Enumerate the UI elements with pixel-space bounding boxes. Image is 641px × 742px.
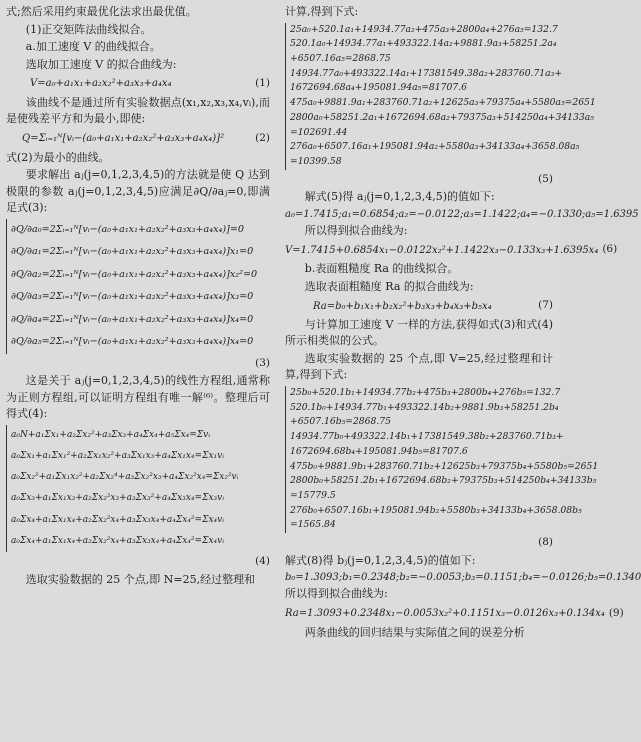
equation-line: a₀Σx₃+a₁Σx₁x₃+a₂Σx₂²x₃+a₃Σx₃²+a₄Σx₃x₄=Σx₃vᵢ (11, 493, 225, 504)
equation-text: Q=Σᵢ₌₁ᴺ[vᵢ−(a₀+a₁x₁+a₂x₂²+a₃x₃+a₄x₄)]² (22, 133, 225, 145)
equation-line: ∂Q/∂a₁=2Σᵢ₌₁ᴺ[vᵢ−(a₀+a₁x₁+a₂x₂²+a₃x₃+a₄x₄)]x₁=0 (11, 246, 254, 258)
equation-line: 1672694.68b₄+195081.94b₅=81707.6 (290, 445, 468, 457)
equation-line: =10399.58 (290, 155, 342, 167)
subsection-heading: a.加工速度 V 的曲线拟合。 (25, 40, 161, 53)
equation-text: V=a₀+a₁x₁+a₂x₂²+a₃x₃+a₄x₄ (30, 78, 172, 90)
equation-line: a₀Σx₁+a₁Σx₁²+a₂Σx₁x₂²+a₃Σx₁x₃+a₄Σx₁x₄=Σx₁vᵢ (11, 451, 225, 462)
equation-number: (3) (255, 356, 270, 369)
paragraph: 式;然后采用约束最优化法求出最优值。 (6, 5, 197, 18)
subsection-heading: b.表面粗糙度 Ra 的曲线拟合。 (304, 262, 459, 276)
paragraph: 选取加工速度 V 的拟合曲线为: (25, 57, 177, 71)
equation-number: (5) (538, 172, 553, 185)
equation-line: =1565.84 (290, 519, 336, 531)
paragraph: 所以得到拟合曲线为: (304, 223, 408, 237)
equation-4-system (6, 425, 270, 552)
equation-line: ∂Q/∂a₀=2Σᵢ₌₁ᴺ[vᵢ−(a₀+a₁x₁+a₂x₂²+a₃x₃+a₄x₄)]=0 (11, 223, 244, 235)
equation-5-system (285, 23, 596, 170)
paragraph: 解式(5)得 aⱼ(j=0,1,2,3,4,5)的值如下: (304, 190, 495, 204)
equation-3-system (6, 219, 270, 354)
equation-number: (6) (602, 243, 618, 256)
equation-line: a₀N+a₁Σx₁+a₂Σx₂²+a₃Σx₃+a₄Σx₄+a₅Σx₄=Σvᵢ (11, 429, 211, 440)
equation-line: =102691.44 (290, 126, 348, 138)
paragraph: 这是关于 aⱼ(j=0,1,2,3,4,5)的线性方程组,通常称为正则方程组,可以证明方程组有唯一解⁽⁶⁾。整理后可得式(4): (6, 374, 270, 421)
paragraph: 选取实验数据的 25 个点,即 V=25,经过整理和计算,得到下式: (285, 351, 553, 382)
equation-9 (285, 606, 624, 622)
paragraph: 与计算加工速度 V 一样的方法,获得如式(3)和式(4)所示相类似的公式。 (285, 317, 553, 348)
equation-line: 25a₀+520.1a₁+14934.77a₂+475a₃+2800a₄+276a₅=132.7 (290, 23, 558, 35)
paragraph: 式(2)为最小的曲线。 (6, 150, 110, 164)
paragraph: 该曲线不是通过所有实验数据点(x₁,x₂,x₃,x₄,vᵢ),而是使残差平方和为最小,即使: (6, 95, 270, 126)
right-column (285, 4, 641, 642)
coefficient-values: b₀=1.3093;b₁=0.2348;b₂=−0.0053;b₃=0.1151;b₄=−0.0126;b₅=0.1340 (285, 572, 641, 584)
equation-line: a₀Σx₂²+a₁Σx₁x₂²+a₂Σx₂⁴+a₃Σx₂²x₃+a₄Σx₂²x₄=Σx₂²vᵢ (11, 472, 239, 483)
equation-text: Ra=b₀+b₁x₁+b₂x₂²+b₃x₃+b₄x₃+b₅x₄ (313, 300, 492, 312)
equation-line: 14934.77a₀+493322.14a₁+17381549.38a₂+283760.71a₃+ (290, 67, 563, 79)
equation-line: 25b₀+520.1b₁+14934.77b₂+475b₃+2800b₄+276b₅=132.7 (290, 386, 561, 398)
equation-number: (9) (608, 606, 624, 619)
equation-line: ∂Q/∂a₅=2Σᵢ₌₁ᴺ[vᵢ−(a₀+a₁x₁+a₂x₂²+a₃x₃+a₄x₄)]x₄=0 (11, 336, 254, 348)
equation-line: 2800b₀+58251.2b₁+1672694.68b₂+79375b₃+514250b₄+34133b₅ (290, 475, 597, 487)
equation-line: ∂Q/∂a₂=2Σᵢ₌₁ᴺ[vᵢ−(a₀+a₁x₁+a₂x₂²+a₃x₃+a₄x₄)]x₂²=0 (11, 268, 258, 280)
left-column (6, 4, 270, 589)
paragraph: 解式(8)得 bⱼ(j=0,1,2,3,4,5)的值如下: (285, 553, 476, 567)
equation-number: (2) (255, 131, 270, 144)
equation-text: V=1.7415+0.6854x₁−0.0122x₂²+1.1422x₃−0.133x₃+1.6395x₄ (285, 244, 599, 256)
section-heading: (1)正交矩阵法曲线拟合。 (25, 22, 152, 36)
equation-line: a₀Σx₄+a₁Σx₁x₄+a₂Σx₂²x₄+a₃Σx₃x₄+a₄Σx₄²=Σx₄vᵢ (11, 514, 225, 525)
equation-6 (285, 242, 618, 258)
equation-number: (8) (538, 536, 553, 549)
equation-line: 475a₀+9881.9a₁+283760.71a₂+12625a₃+79375a₄+5580a₅=2651 (290, 97, 596, 109)
equation-number: (4) (255, 554, 270, 567)
equation-1 (6, 76, 270, 92)
equation-line: 276b₀+6507.16b₁+195081.94b₂+5580b₃+34133b₄+3658.08b₅ (290, 504, 582, 516)
equation-line: ∂Q/∂a₄=2Σᵢ₌₁ᴺ[vᵢ−(a₀+a₁x₁+a₂x₂²+a₃x₃+a₄x₄)]x₄=0 (11, 313, 254, 325)
paragraph: 两条曲线的回归结果与实际值之间的误差分析 (304, 625, 525, 639)
equation-line: ∂Q/∂a₃=2Σᵢ₌₁ᴺ[vᵢ−(a₀+a₁x₁+a₂x₂²+a₃x₃+a₄x₄)]x₃=0 (11, 291, 254, 303)
equation-line: 1672694.68a₄+195081.94a₅=81707.6 (290, 82, 467, 94)
equation-8-system (285, 386, 599, 533)
equation-line: +6507.16a₅=2868.75 (290, 52, 391, 64)
equation-2 (6, 131, 270, 147)
equation-line: =15779.5 (290, 489, 336, 501)
equation-line: +6507.16b₅=2868.75 (290, 416, 391, 428)
equation-line: 520.1b₀+14934.77b₁+493322.14b₂+9881.9b₃+58251.2b₄ (290, 401, 559, 413)
coefficient-values: a₀=1.7415;a₁=0.6854;a₂=−0.0122;a₃=1.1422;a₄=−0.1330;a₅=1.6395 (285, 208, 639, 220)
paragraph: 要求解出 aⱼ(j=0,1,2,3,4,5)的方法就是使 Q 达到极限的参数 aⱼ(j=0,1,2,3,4,5)应满足∂Q/∂aⱼ=0,即满足式(3): (6, 168, 270, 214)
paragraph: 选取表面粗糙度 Ra 的拟合曲线为: (304, 279, 474, 293)
equation-line: 14934.77b₀+493322.14b₁+17381549.38b₂+283760.71b₃+ (290, 431, 564, 443)
equation-line: 475b₀+9881.9b₁+283760.71b₂+12625b₃+79375b₄+5580b₅=2651 (290, 460, 599, 472)
equation-line: 276a₀+6507.16a₁+195081.94a₂+5580a₃+34133a₄+3658.08a₅ (290, 141, 580, 153)
paragraph: 计算,得到下式: (285, 5, 359, 18)
equation-text: Ra=1.3093+0.2348x₁−0.0053x₂²+0.1151x₃−0.0126x₃+0.134x₄ (285, 608, 605, 620)
equation-line: a₀Σx₄+a₁Σx₁x₄+a₂Σx₂²x₄+a₃Σx₃x₄+a₄Σx₄²=Σx₄vᵢ (11, 535, 225, 546)
equation-number: (1) (255, 77, 270, 89)
paragraph: 所以得到拟合曲线为: (285, 587, 388, 601)
equation-7 (285, 298, 553, 314)
equation-line: 520.1a₀+14934.77a₁+493322.14a₂+9881.9a₃+58251.2a₄ (290, 38, 557, 50)
equation-line: 2800a₀+58251.2a₁+1672694.68a₂+79375a₃+514250a₄+34133a₅ (290, 111, 594, 123)
equation-number: (7) (538, 299, 553, 312)
paragraph: 选取实验数据的 25 个点,即 N=25,经过整理和 (25, 572, 256, 586)
